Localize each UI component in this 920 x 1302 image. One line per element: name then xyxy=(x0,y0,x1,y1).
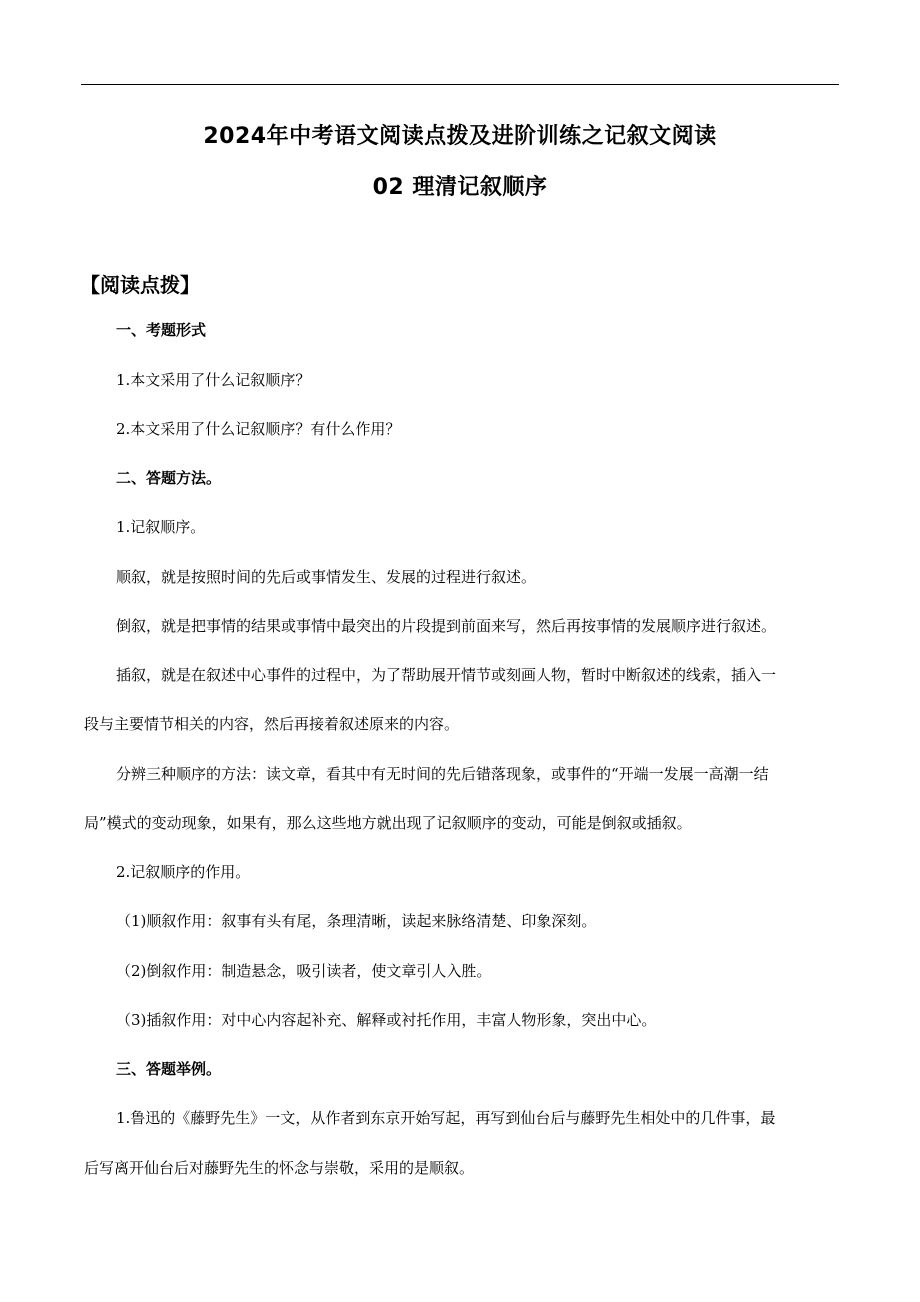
subheading-order-function: 2.记叙顺序的作用。 xyxy=(116,863,251,881)
paragraph-distinguish-method: 分辨三种顺序的方法：读文章，看其中有无时间的先后错落现象，或事件的“开端一发展一高潮一结 xyxy=(116,765,769,783)
paragraph-chronological: 顺叙，就是按照时间的先后或事情发生、发展的过程进行叙述。 xyxy=(116,568,537,586)
paragraph-example-1-continued: 后写离开仙台后对藤野先生的怀念与崇敬，采用的是顺叙。 xyxy=(84,1159,475,1177)
paragraph-question-1: 1.本文采用了什么记叙顺序？ xyxy=(116,371,311,389)
paragraph-interpolation-function: （3)插叙作用：对中心内容起补充、解释或衬托作用，丰富人物形象，突出中心。 xyxy=(116,1011,657,1029)
document-subtitle: 02 理清记叙顺序 xyxy=(372,175,548,200)
paragraph-flashback: 倒叙，就是把事情的结果或事情中最突出的片段提到前面来写，然后再按事情的发展顺序进行叙述。 xyxy=(116,617,777,635)
subheading-narrative-order: 1.记叙顺序。 xyxy=(116,518,206,536)
document-title: 2024年中考语文阅读点拨及进阶训练之记叙文阅读 xyxy=(203,124,717,149)
paragraph-interpolation: 插叙，就是在叙述中心事件的过程中，为了帮助展开情节或刻画人物，暂时中断叙述的线索，插入一 xyxy=(116,666,777,684)
paragraph-question-2: 2.本文采用了什么记叙顺序？有什么作用？ xyxy=(116,420,401,438)
paragraph-example-1: 1.鲁迅的《藤野先生》一文，从作者到东京开始写起，再写到仙台后与藤野先生相处中的几件事，最 xyxy=(116,1109,776,1127)
paragraph-flashback-function: （2)倒叙作用：制造悬念，吸引读者，使文章引人入胜。 xyxy=(116,962,492,980)
section-heading-reading-tips: 【阅读点拨】 xyxy=(80,273,200,297)
paragraph-distinguish-method-continued: 局”模式的变动现象，如果有，那么这些地方就出现了记叙顺序的变动，可能是倒叙或插叙。 xyxy=(84,814,692,832)
header-rule xyxy=(81,84,839,85)
heading-answer-method: 二、答题方法。 xyxy=(116,469,222,487)
paragraph-chronological-function: （1)顺叙作用：叙事有头有尾，条理清晰，读起来脉络清楚、印象深刻。 xyxy=(116,912,597,930)
heading-question-form: 一、考题形式 xyxy=(116,321,207,339)
heading-answer-example: 三、答题举例。 xyxy=(116,1060,222,1078)
paragraph-interpolation-continued: 段与主要情节相关的内容，然后再接着叙述原来的内容。 xyxy=(84,715,460,733)
